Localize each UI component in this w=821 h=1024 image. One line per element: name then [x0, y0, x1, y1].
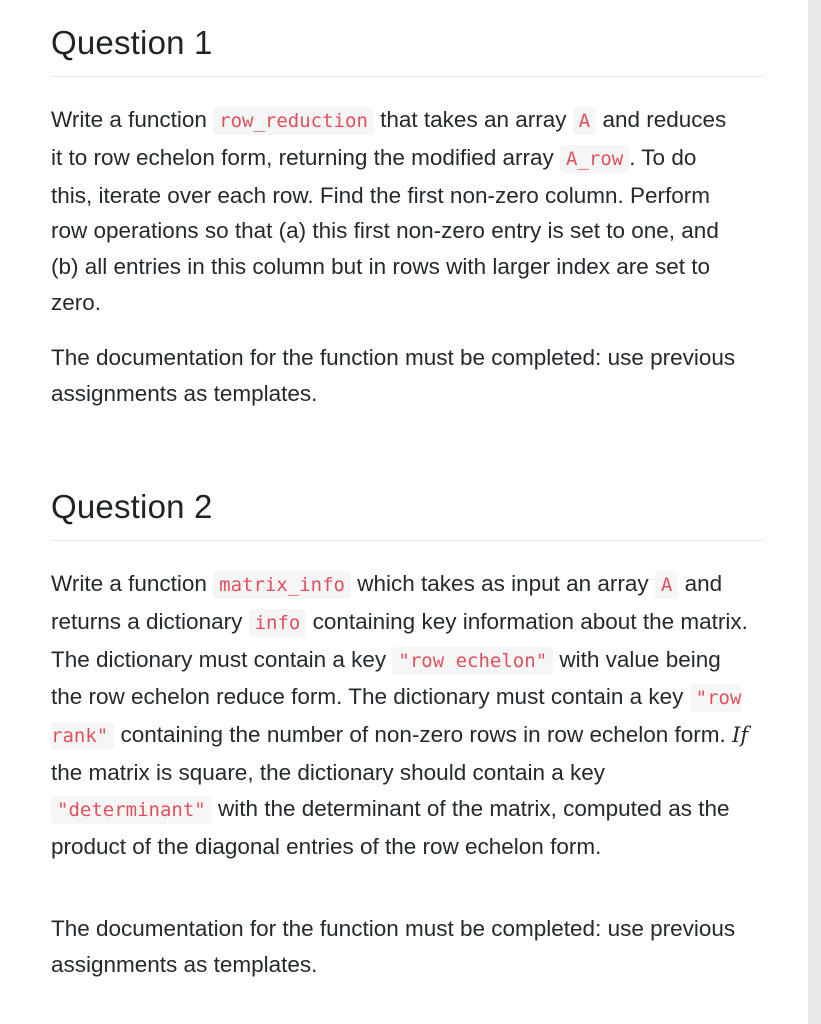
code-row-reduction: row_reduction	[213, 107, 374, 135]
text-segment: that takes an array	[373, 107, 573, 132]
code-array-a: A	[573, 107, 596, 135]
scrollbar-track[interactable]	[808, 0, 821, 1024]
text-segment: Write a function	[51, 107, 214, 132]
text-segment: with the determinant of the matrix, computed as the product of the diagonal entries of the row echelon form.	[51, 795, 730, 859]
code-row-echelon-key: "row echelon"	[392, 647, 553, 675]
code-row-rank-key: "row rank"	[51, 684, 741, 750]
code-array-a: A	[655, 571, 678, 599]
text-segment: and reduces it to row echelon form, returning the modified array	[51, 107, 727, 170]
code-determinant-key: "determinant"	[51, 796, 212, 824]
text-segment: containing the number of non-zero rows in row echelon form.	[114, 722, 733, 748]
code-a-row: A_row	[560, 145, 629, 173]
question-2-heading: Question 2	[51, 488, 763, 541]
text-segment: containing key information about the matrix. The dictionary must contain a key	[51, 608, 748, 672]
emphasis-if: If	[732, 723, 749, 748]
question-2-paragraph-2: The documentation for the function must be completed: use previous assignments as templates.	[51, 916, 736, 977]
text-segment: the matrix is square, the dictionary should contain a key	[51, 759, 606, 785]
text-segment: Write a function	[51, 571, 214, 596]
text-segment: . To do this, iterate over each row. Find the first non-zero column. Perform row operations so that (a) this first non-zero entry is set to one, and (b) all entries in this column but in rows with larger index are set to zero.	[51, 144, 719, 315]
question-1-paragraph-2: The documentation for the function must be completed: use previous assignments as templates.	[51, 345, 736, 406]
question-2-paragraph-1	[51, 566, 751, 864]
text-segment: which takes as input an array	[351, 571, 655, 596]
question-1-paragraph-1	[51, 102, 741, 321]
text-segment: and returns a dictionary	[51, 571, 723, 634]
text-segment: with value being the row echelon reduce form. The dictionary must contain a key	[51, 646, 721, 710]
code-info: info	[249, 609, 307, 637]
code-matrix-info: matrix_info	[213, 571, 351, 599]
question-1-heading: Question 1	[51, 24, 763, 77]
